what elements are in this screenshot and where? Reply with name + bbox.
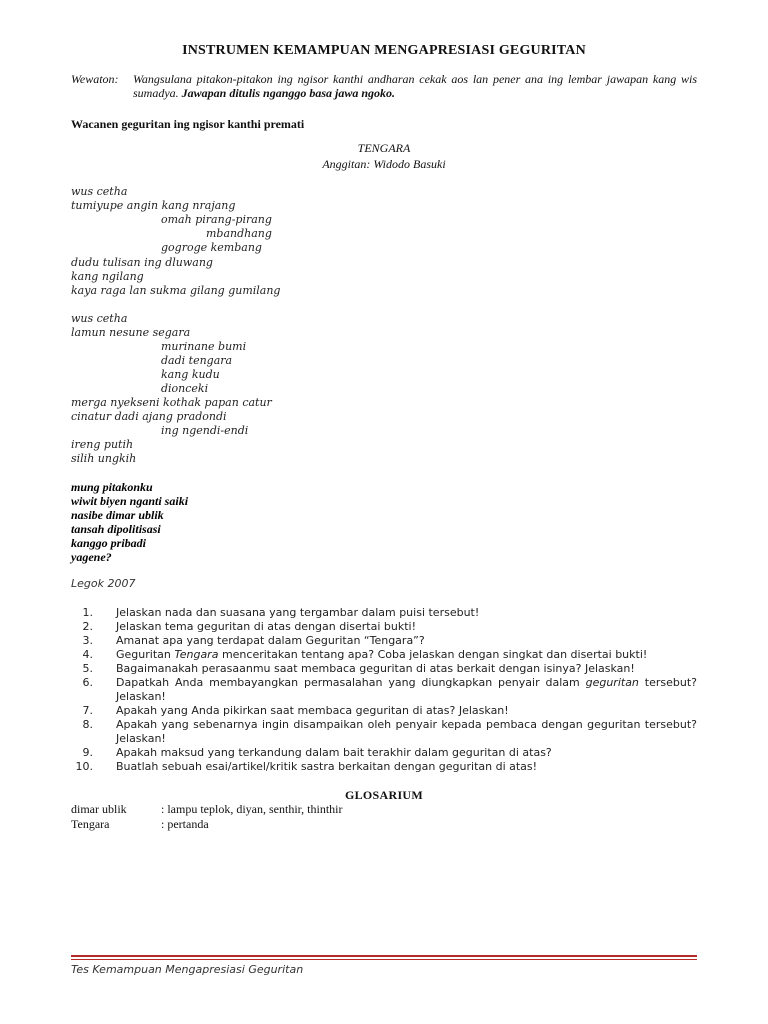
question-item [71, 606, 697, 620]
question-text: Jelaskan tema geguritan di atas dengan disertai bukti! [116, 620, 417, 633]
poem-line: dadi tengara [161, 354, 233, 367]
question-number: 8. [82, 718, 93, 731]
question-item [71, 760, 697, 774]
question-text-emphasis: Tengara [174, 648, 219, 661]
question-text [116, 676, 697, 704]
glossary-definition: : pertanda [161, 817, 209, 831]
instruction-bold: Jawapan ditulis nganggo basa jawa ngoko. [181, 86, 396, 100]
poem-line: wiwit biyen nganti saiki [71, 494, 189, 508]
poem-line: omah pirang-pirang [161, 213, 272, 226]
footer-text: Tes Kemampuan Mengapresiasi Geguritan [71, 963, 304, 976]
question-number: 5. [82, 662, 93, 675]
question-text [116, 648, 697, 662]
poem-line: murinane bumi [161, 340, 247, 353]
poem-line: silih ungkih [71, 452, 137, 465]
poem-line: dionceki [161, 382, 209, 395]
question-item [71, 704, 697, 718]
glossary-term: dimar ublik [71, 802, 127, 816]
question-number: 4. [82, 648, 93, 661]
poem-line: mung pitakonku [71, 480, 153, 494]
poem-title: TENGARA [357, 141, 411, 155]
glossary-title: GLOSARIUM [344, 788, 424, 802]
question-number: 10. [75, 760, 93, 773]
instructions [71, 72, 697, 100]
question-text: Amanat apa yang terdapat dalam Geguritan “Tengara”? [116, 634, 425, 647]
question-item [71, 620, 697, 634]
poem-line: dudu tulisan ing dluwang [71, 256, 213, 269]
poem-line: wus cetha [71, 185, 128, 198]
glossary-definition: : lampu teplok, diyan, senthir, thinthir [161, 802, 343, 816]
question-item [71, 676, 697, 704]
poem-line: lamun nesune segara [71, 326, 191, 339]
footer-rule [71, 955, 697, 957]
footer-rule-thin [71, 959, 697, 960]
question-number: 9. [82, 746, 93, 759]
question-text-part: Dapatkah Anda membayangkan permasalahan yang diungkapkan penyair dalam [116, 676, 586, 689]
question-text: Apakah maksud yang terkandung dalam bait terakhir dalam geguritan di atas? [116, 746, 552, 759]
question-item [71, 746, 697, 760]
question-number: 2. [82, 620, 93, 633]
question-text-part: Geguritan [116, 648, 175, 661]
poem-line: merga nyekseni kothak papan catur [71, 396, 272, 409]
question-number: 1. [82, 606, 93, 619]
question-text: Apakah yang sebenarnya ingin disampaikan oleh penyair kepada pembaca dengan geguritan tersebut? Jelaskan! [116, 718, 697, 745]
poem-line: cinatur dadi ajang pradondi [71, 410, 227, 423]
poem-line: yagene? [71, 550, 112, 564]
poem-author: Anggitan: Widodo Basuki [322, 157, 446, 171]
poem-line: kang kudu [161, 368, 220, 381]
question-item [71, 662, 697, 676]
instruction-label: Wewaton: [71, 72, 119, 86]
read-heading: Wacanen geguritan ing ngisor kanthi premati [71, 117, 305, 131]
poem-line: kaya raga lan sukma gilang gumilang [71, 284, 281, 297]
question-item [71, 718, 697, 746]
poem-line: ing ngendi-endi [161, 424, 249, 437]
poem-line: tansah dipolitisasi [71, 522, 161, 536]
poem-line: tumiyupe angin kang nrajang [71, 199, 236, 212]
question-item [71, 648, 697, 662]
question-text-emphasis: geguritan [585, 676, 639, 689]
question-text: Bagaimanakah perasaanmu saat membaca geguritan di atas berkait dengan isinya? Jelaskan! [116, 662, 635, 675]
document-title: INSTRUMEN KEMAMPUAN MENGAPRESIASI GEGURITAN [182, 43, 586, 58]
question-number: 6. [82, 676, 93, 689]
poem-line: kanggo pribadi [71, 536, 147, 550]
poem-line: mbandhang [206, 227, 272, 240]
question-text: Apakah yang Anda pikirkan saat membaca geguritan di atas? Jelaskan! [116, 704, 509, 717]
poem-line: wus cetha [71, 312, 128, 325]
poem-line: ireng putih [71, 438, 134, 451]
question-text: Buatlah sebuah esai/artikel/kritik sastra berkaitan dengan geguritan di atas! [116, 760, 538, 773]
poem-place-date: Legok 2007 [71, 577, 136, 590]
poem-line: nasibe dimar ublik [71, 508, 164, 522]
question-item [71, 634, 697, 648]
instruction-text: Wangsulana pitakon-pitakon ing ngisor kanthi andharan cekak aos lan pener ana ing lembar jawapan kang wis sumadya. [133, 72, 697, 100]
glossary-term: Tengara [71, 817, 110, 831]
question-text: Jelaskan nada dan suasana yang tergambar dalam puisi tersebut! [116, 606, 480, 619]
question-text-part: menceritakan tentang apa? Coba jelaskan dengan singkat dan disertai bukti! [218, 648, 648, 661]
question-text-part: tersebut? Jelaskan! [116, 676, 697, 703]
poem-line: gogroge kembang [161, 241, 262, 254]
instruction-body [133, 72, 697, 100]
question-number: 7. [82, 704, 93, 717]
poem-line: kang ngilang [71, 270, 144, 283]
question-number: 3. [82, 634, 93, 647]
